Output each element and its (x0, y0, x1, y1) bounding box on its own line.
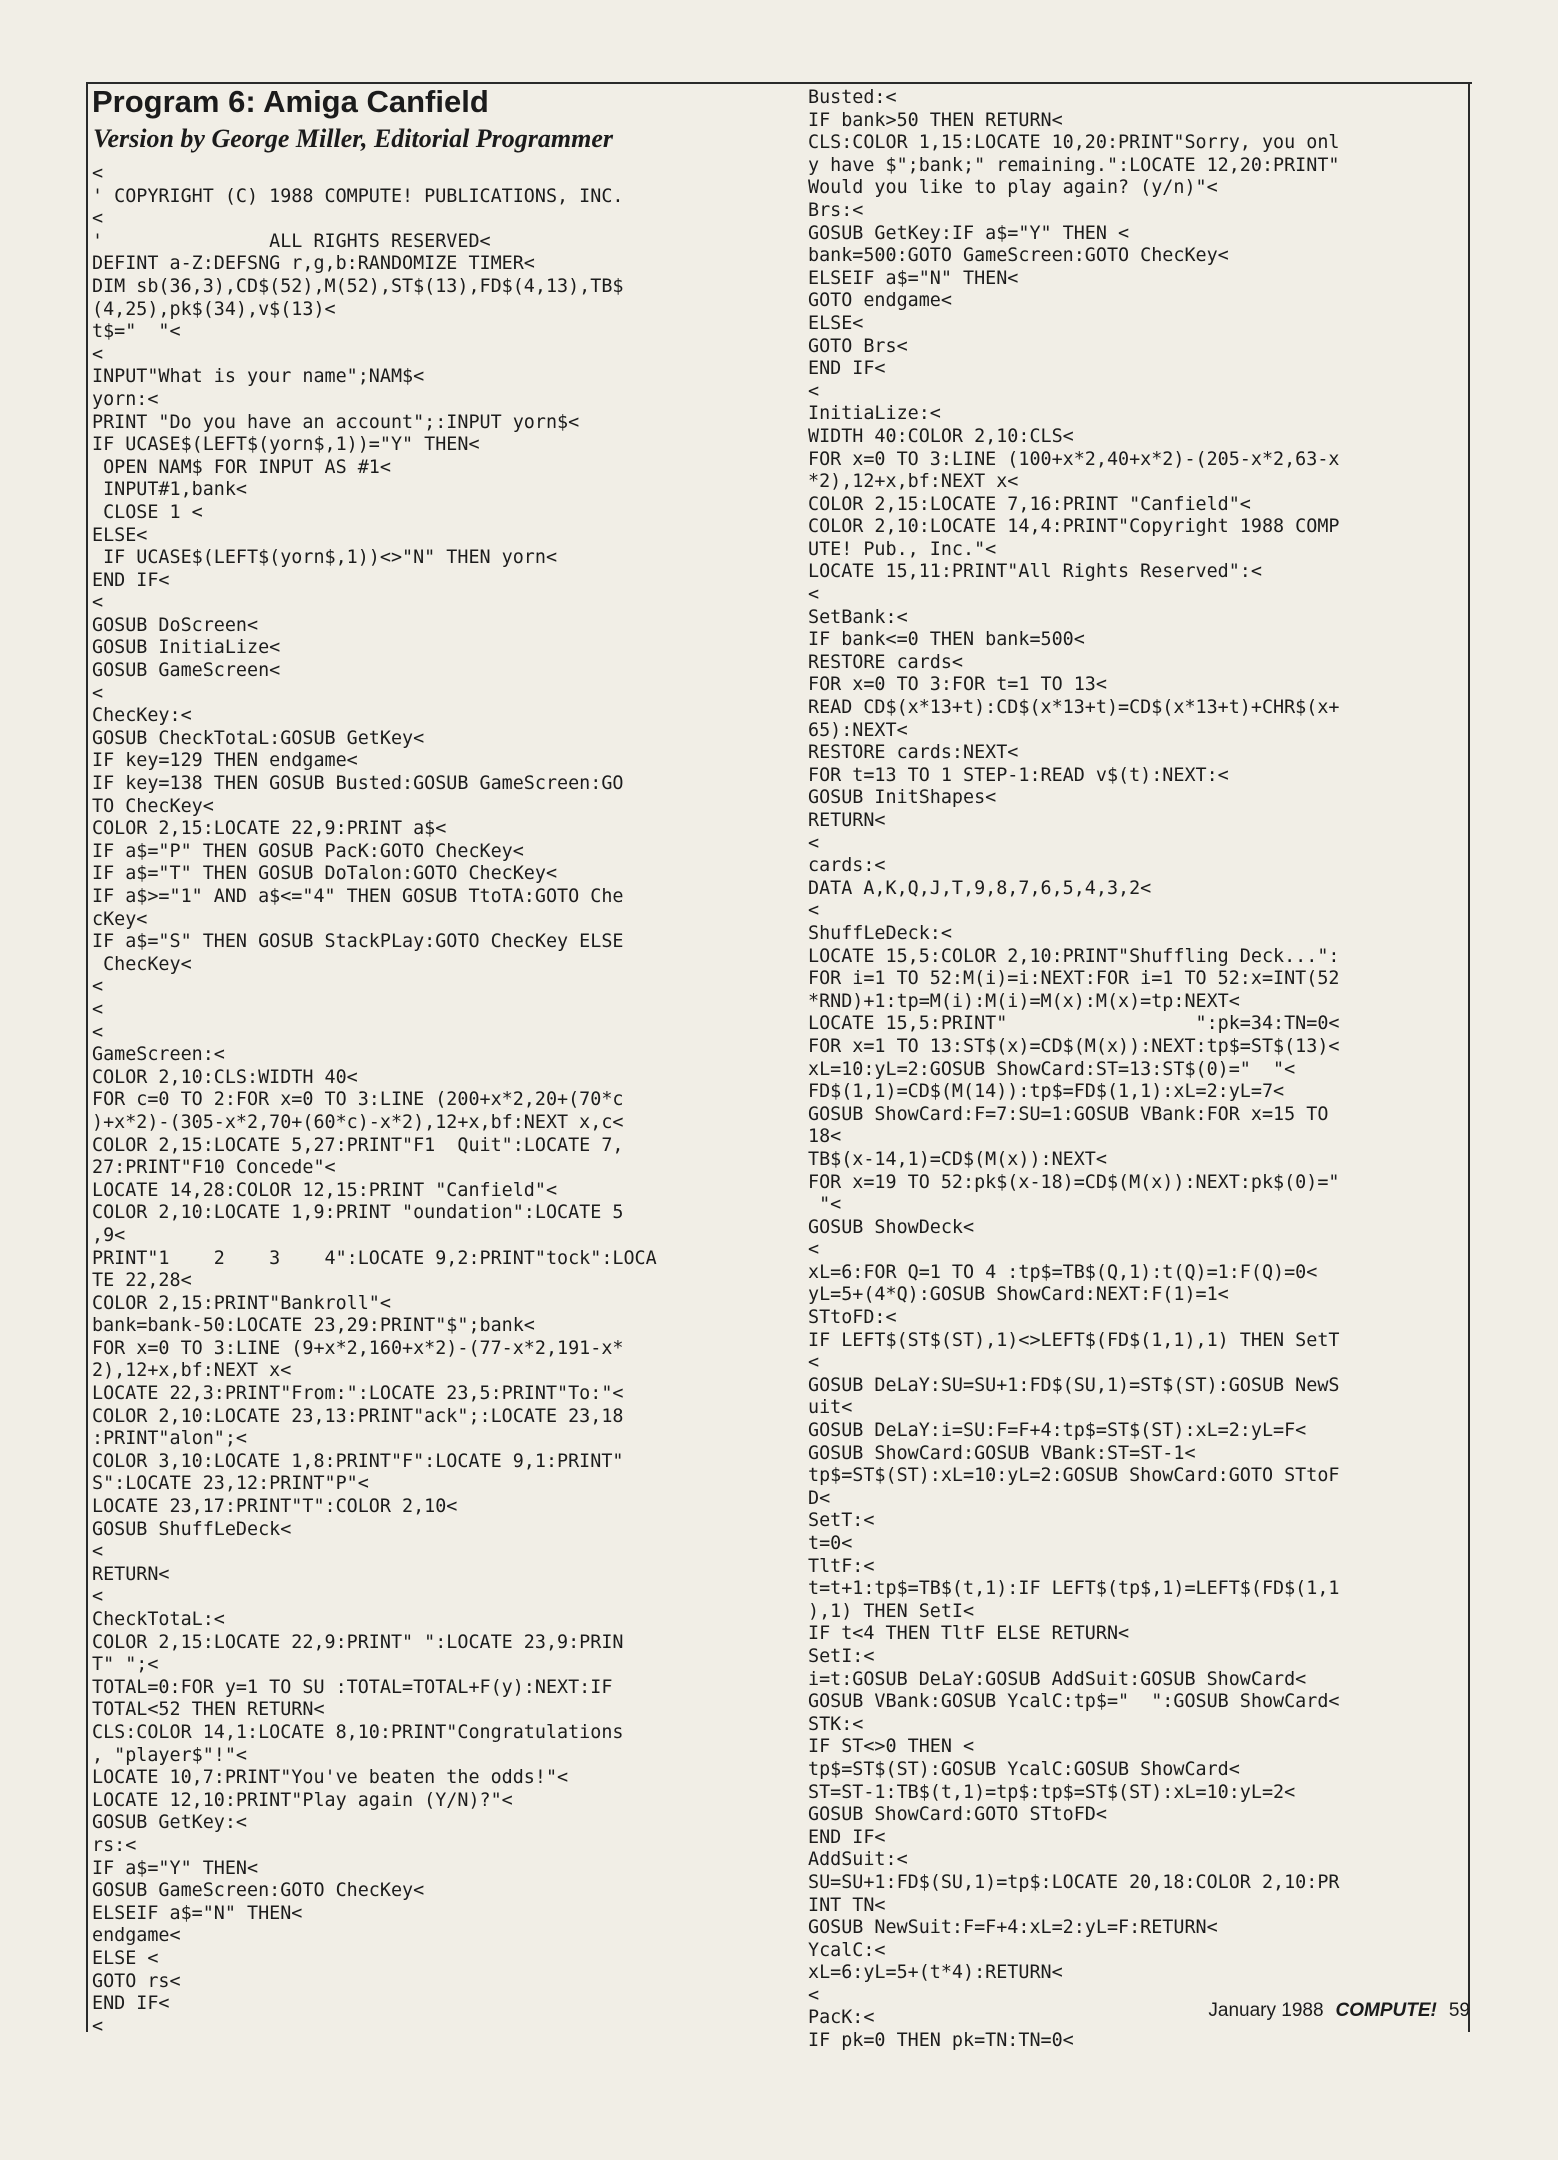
code-line: 18< (808, 1126, 842, 1148)
code-line: TOTAL<52 THEN RETURN< (92, 1699, 325, 1721)
article-byline: Version by George Miller, Editorial Programmer (93, 124, 614, 153)
code-line: IF a$>="1" AND a$<="4" THEN GOSUB TtoTA:GOTO Che (92, 886, 624, 907)
code-line: < (808, 380, 820, 402)
code-line: DIM sb(36,3),CD$(52),M(52),ST$(13),FD$(4,13),TB$ (92, 275, 624, 297)
code-line: )+x*2)-(305-x*2,70+(60*c)-x*2),12+x,bf:NEXT x,c< (92, 1111, 624, 1133)
code-line: xL=6:FOR Q=1 TO 4 :tp$=TB$(Q,1):t(Q)=1:F(Q)=0< (808, 1261, 1318, 1283)
code-line: YcalC:< (808, 1939, 886, 1961)
code-line: < (92, 208, 104, 230)
code-line: SU=SU+1:FD$(SU,1)=tp$:LOCATE 20,18:COLOR 2,10:PR (808, 1871, 1340, 1893)
code-line: IF bank<=0 THEN bank=500< (808, 629, 1085, 651)
page-footer (1150, 2000, 1470, 2022)
code-line: GOSUB DeLaY:SU=SU+1:FD$(SU,1)=ST$(ST):GOSUB NewS (808, 1374, 1340, 1396)
code-line: ChecKey< (92, 953, 192, 975)
code-line: IF key=138 THEN GOSUB Busted:GOSUB GameScreen:GO (92, 773, 624, 795)
code-line: COLOR 2,10:LOCATE 23,13:PRINT"ack";:LOCATE 23,18 (92, 1405, 624, 1427)
code-line: COLOR 2,15:LOCATE 22,9:PRINT" ":LOCATE 23,9:PRIN (92, 1631, 624, 1653)
code-line: < (92, 2015, 104, 2037)
code-line: TltF:< (808, 1555, 875, 1577)
code-line: < (92, 1541, 104, 1563)
code-line: ' ALL RIGHTS RESERVED< (92, 230, 491, 252)
code-line: COLOR 2,10:LOCATE 14,4:PRINT"Copyright 1988 COMP (808, 516, 1340, 538)
code-line: PRINT "Do you have an account";:INPUT yorn$< (92, 411, 580, 433)
code-line: OPEN NAM$ FOR INPUT AS #1< (92, 456, 391, 478)
code-line: (4,25),pk$(34),v$(13)< (92, 298, 336, 320)
code-line: FOR x=0 TO 3:FOR t=1 TO 13< (808, 674, 1107, 696)
code-line: ELSE < (92, 1947, 159, 1969)
code-line: COLOR 2,15:PRINT"Bankroll"< (92, 1292, 391, 1314)
code-line: CLS:COLOR 14,1:LOCATE 8,10:PRINT"Congratulations (92, 1721, 624, 1743)
page-number: 59 (1448, 2000, 1470, 2021)
code-line: < (92, 163, 104, 184)
code-line: FOR x=0 TO 3:LINE (9+x*2,160+x*2)-(77-x*2,191-x* (92, 1337, 624, 1359)
code-line: COLOR 2,10:LOCATE 1,9:PRINT "oundation":LOCATE 5 (92, 1202, 624, 1224)
code-line: FOR x=1 TO 13:ST$(x)=CD$(M(x)):NEXT:tp$=ST$(13)< (808, 1035, 1340, 1057)
code-line: END IF< (808, 358, 886, 380)
code-line: GOSUB InitShapes< (808, 787, 997, 809)
code-line: IF LEFT$(ST$(ST),1)<>LEFT$(FD$(1,1),1) THEN SetT (808, 1329, 1340, 1351)
code-line: COLOR 2,15:LOCATE 5,27:PRINT"F1 Quit":LOCATE 7, (92, 1134, 624, 1156)
code-line: bank=bank-50:LOCATE 23,29:PRINT"$";bank< (92, 1315, 535, 1337)
code-line: IF a$="Y" THEN< (92, 1857, 259, 1879)
code-line: FOR i=1 TO 52:M(i)=i:NEXT:FOR i=1 TO 52:x=INT(52 (808, 968, 1340, 990)
code-line: < (808, 1352, 820, 1374)
code-line: END IF< (92, 569, 170, 591)
code-line: endgame< (92, 1925, 181, 1947)
code-line: PRINT"1 2 3 4":LOCATE 9,2:PRINT"tock":LOCA (92, 1247, 657, 1269)
code-line: FOR x=19 TO 52:pk$(x-18)=CD$(M(x)):NEXT:pk$(0)=" (808, 1171, 1340, 1193)
code-line: GOSUB GetKey:< (92, 1812, 248, 1834)
code-line: LOCATE 14,28:COLOR 12,15:PRINT "Canfield"< (92, 1179, 558, 1201)
code-line: S":LOCATE 23,12:PRINT"P"< (92, 1473, 369, 1495)
code-line: GOSUB CheckTotaL:GOSUB GetKey< (92, 727, 425, 749)
issue-date: January 1988 (1208, 2000, 1324, 2021)
code-line: :PRINT"alon";< (92, 1428, 248, 1450)
code-line: < (808, 832, 820, 854)
code-line: RESTORE cards< (808, 651, 964, 673)
code-line: LOCATE 23,17:PRINT"T":COLOR 2,10< (92, 1496, 458, 1518)
left-rule (86, 82, 88, 2032)
code-line: STtoFD:< (808, 1307, 897, 1329)
code-line: RETURN< (808, 810, 886, 831)
code-line: RETURN< (92, 1563, 170, 1585)
code-line: UTE! Pub., Inc."< (808, 538, 997, 560)
code-line: LOCATE 12,10:PRINT"Play again (Y/N)?"< (92, 1789, 513, 1811)
code-line: < (92, 976, 104, 998)
code-line: GOSUB VBank:GOSUB YcalC:tp$=" ":GOSUB ShowCard< (808, 1691, 1340, 1713)
code-line: < (808, 584, 820, 606)
code-line: ELSEIF a$="N" THEN< (92, 1902, 303, 1924)
code-line: GOSUB NewSuit:F=F+4:xL=2:yL=F:RETURN< (808, 1917, 1218, 1939)
code-line: RESTORE cards:NEXT< (808, 742, 1019, 764)
code-line: 2),12+x,bf:NEXT x< (92, 1360, 292, 1382)
code-line: uit< (808, 1397, 853, 1419)
right-rule (1468, 82, 1470, 2032)
code-line: t$=" "< (92, 321, 181, 343)
code-line: LOCATE 15,5:COLOR 2,10:PRINT"Shuffling Deck...": (808, 945, 1340, 967)
code-line: IF bank>50 THEN RETURN< (808, 109, 1063, 131)
code-line: INPUT"What is your name";NAM$< (92, 366, 425, 388)
magazine-name: COMPUTE! (1335, 2000, 1437, 2021)
code-line: i=t:GOSUB DeLaY:GOSUB AddSuit:GOSUB ShowCard< (808, 1668, 1307, 1690)
code-line: GOSUB ShowCard:GOSUB VBank:ST=ST-1< (808, 1442, 1196, 1464)
code-line: SetBank:< (808, 606, 908, 628)
code-line: WIDTH 40:COLOR 2,10:CLS< (808, 425, 1074, 447)
code-line: CheckTotaL:< (92, 1609, 225, 1630)
code-line: LOCATE 15,5:PRINT" ":pk=34:TN=0< (808, 1013, 1340, 1035)
code-line: < (92, 682, 104, 704)
code-line: IF ST<>0 THEN < (808, 1736, 975, 1758)
code-line: D< (808, 1487, 831, 1509)
code-line: GOSUB ShowDeck< (808, 1216, 975, 1238)
code-line: END IF< (808, 1826, 886, 1848)
code-line: GOSUB ShuffLeDeck< (92, 1518, 292, 1540)
code-line: LOCATE 15,11:PRINT"All Rights Reserved":< (808, 561, 1262, 583)
code-line: cards:< (808, 855, 886, 877)
code-line: InitiaLize:< (808, 403, 941, 425)
code-line: Busted:< (808, 87, 897, 108)
code-line: TE 22,28< (92, 1270, 192, 1292)
code-line: COLOR 2,15:LOCATE 7,16:PRINT "Canfield"< (808, 493, 1251, 515)
code-line: GameScreen:< (92, 1044, 225, 1066)
code-line: GOSUB GameScreen:GOTO ChecKey< (92, 1880, 425, 1902)
code-line: ELSE< (92, 524, 148, 546)
code-line: Would you like to play again? (y/n)"< (808, 177, 1218, 199)
code-line: LOCATE 22,3:PRINT"From:":LOCATE 23,5:PRINT"To:"< (92, 1383, 624, 1405)
code-line: TOTAL=0:FOR y=1 TO SU :TOTAL=TOTAL+F(y):NEXT:IF (92, 1676, 613, 1698)
code-line: READ CD$(x*13+t):CD$(x*13+t)=CD$(x*13+t)+CHR$(x+ (808, 697, 1340, 719)
code-line: IF a$="P" THEN GOSUB PacK:GOTO ChecKey< (92, 840, 524, 862)
code-line: GOTO rs< (92, 1970, 181, 1992)
code-line: FOR c=0 TO 2:FOR x=0 TO 3:LINE (200+x*2,20+(70*c (92, 1089, 624, 1111)
code-line: COLOR 3,10:LOCATE 1,8:PRINT"F":LOCATE 9,1:PRINT" (92, 1450, 624, 1472)
article-title: Program 6: Amiga Canfield (92, 84, 489, 119)
code-line: < (808, 900, 820, 922)
code-line: GOSUB GameScreen< (92, 660, 281, 682)
code-line: , "player$"!"< (92, 1744, 248, 1766)
code-line: < (92, 343, 104, 365)
code-line: IF a$="T" THEN GOSUB DoTalon:GOTO ChecKey< (92, 863, 558, 885)
code-line: FOR t=13 TO 1 STEP-1:READ v$(t):NEXT:< (808, 764, 1229, 786)
code-line: IF t<4 THEN TltF ELSE RETURN< (808, 1623, 1130, 1645)
code-line: ChecKey:< (92, 705, 192, 727)
code-line: IF pk=0 THEN pk=TN:TN=0< (808, 2030, 1074, 2052)
code-line: < (808, 1239, 820, 1261)
code-line: STK:< (808, 1713, 864, 1735)
code-line: ' COPYRIGHT (C) 1988 COMPUTE! PUBLICATIONS, INC. (92, 185, 624, 207)
code-line: tp$=ST$(ST):GOSUB YcalC:GOSUB ShowCard< (808, 1758, 1240, 1780)
code-line: TB$(x-14,1)=CD$(M(x)):NEXT< (808, 1148, 1107, 1170)
code-line: COLOR 2,15:LOCATE 22,9:PRINT a$< (92, 818, 447, 840)
code-line: GOSUB DeLaY:i=SU:F=F+4:tp$=ST$(ST):xL=2:yL=F< (808, 1420, 1307, 1442)
code-line: *RND)+1:tp=M(i):M(i)=M(x):M(x)=tp:NEXT< (808, 990, 1240, 1012)
code-line: FOR x=0 TO 3:LINE (100+x*2,40+x*2)-(205-x*2,63-x (808, 448, 1340, 470)
code-line: GOSUB InitiaLize< (92, 637, 281, 659)
code-line: GOSUB DoScreen< (92, 614, 259, 636)
code-listing-right-column (808, 87, 1339, 2053)
code-line: IF key=129 THEN endgame< (92, 750, 358, 772)
code-line: ShuffLeDeck:< (808, 922, 952, 944)
code-line: FD$(1,1)=CD$(M(14)):tp$=FD$(1,1):xL=2:yL=7< (808, 1081, 1285, 1103)
code-line: IF UCASE$(LEFT$(yorn$,1))="Y" THEN< (92, 434, 480, 456)
code-line: t=0< (808, 1533, 853, 1554)
code-listing-left-column (92, 163, 657, 2038)
code-line: < (92, 1586, 104, 1608)
code-line: SetT:< (808, 1510, 875, 1532)
code-line: CLOSE 1 < (92, 501, 203, 523)
code-line: ELSE< (808, 312, 864, 334)
code-line: IF UCASE$(LEFT$(yorn$,1))<>"N" THEN yorn< (92, 547, 558, 569)
code-line: y have $";bank;" remaining.":LOCATE 12,20:PRINT" (808, 154, 1340, 176)
code-line: INPUT#1,bank< (92, 479, 248, 501)
code-line: GOTO endgame< (808, 290, 952, 312)
code-line: COLOR 2,10:CLS:WIDTH 40< (92, 1066, 358, 1088)
code-line: "< (808, 1194, 842, 1216)
code-line: yL=5+(4*Q):GOSUB ShowCard:NEXT:F(1)=1< (808, 1284, 1229, 1306)
code-line: < (92, 1021, 104, 1043)
code-line: xL=6:yL=5+(t*4):RETURN< (808, 1962, 1063, 1984)
code-line: GOSUB ShowCard:F=7:SU=1:GOSUB VBank:FOR x=15 TO (808, 1103, 1329, 1125)
code-line: IF a$="S" THEN GOSUB StackPLay:GOTO ChecKey ELSE (92, 931, 624, 953)
code-line: AddSuit:< (808, 1849, 908, 1871)
code-line: PacK:< (808, 2007, 875, 2029)
code-line: LOCATE 10,7:PRINT"You've beaten the odds!"< (92, 1767, 569, 1789)
code-line: T" ";< (92, 1654, 159, 1676)
code-line: rs:< (92, 1834, 137, 1856)
code-line: yorn:< (92, 388, 159, 410)
code-line: < (92, 592, 104, 614)
code-line: t=t+1:tp$=TB$(t,1):IF LEFT$(tp$,1)=LEFT$(FD$(1,1 (808, 1578, 1340, 1600)
code-line: END IF< (92, 1993, 170, 2015)
code-line: TO ChecKey< (92, 795, 214, 817)
code-line: ,9< (92, 1224, 126, 1246)
code-line: ELSEIF a$="N" THEN< (808, 267, 1019, 289)
code-line: DEFINT a-Z:DEFSNG r,g,b:RANDOMIZE TIMER< (92, 253, 535, 275)
code-line: GOSUB GetKey:IF a$="Y" THEN < (808, 222, 1130, 244)
code-line: CLS:COLOR 1,15:LOCATE 10,20:PRINT"Sorry, you onl (808, 132, 1340, 154)
code-line: xL=10:yL=2:GOSUB ShowCard:ST=13:ST$(0)=" "< (808, 1058, 1296, 1080)
code-line: Brs:< (808, 199, 864, 221)
code-line: SetI:< (808, 1645, 875, 1667)
code-line: 65):NEXT< (808, 719, 908, 741)
code-line: DATA A,K,Q,J,T,9,8,7,6,5,4,3,2< (808, 877, 1152, 899)
code-line: < (808, 1984, 820, 2006)
code-line: tp$=ST$(ST):xL=10:yL=2:GOSUB ShowCard:GOTO STtoF (808, 1465, 1340, 1487)
code-line: INT TN< (808, 1894, 886, 1916)
code-line: ),1) THEN SetI< (808, 1600, 975, 1622)
code-line: < (92, 998, 104, 1020)
code-line: GOTO Brs< (808, 335, 908, 357)
code-line: bank=500:GOTO GameScreen:GOTO ChecKey< (808, 245, 1229, 267)
code-line: cKey< (92, 908, 148, 930)
code-line: GOSUB ShowCard:GOTO STtoFD< (808, 1804, 1107, 1826)
code-line: ST=ST-1:TB$(t,1)=tp$:tp$=ST$(ST):xL=10:yL=2< (808, 1781, 1296, 1803)
code-line: 27:PRINT"F10 Concede"< (92, 1157, 336, 1179)
code-line: *2),12+x,bf:NEXT x< (808, 471, 1019, 493)
